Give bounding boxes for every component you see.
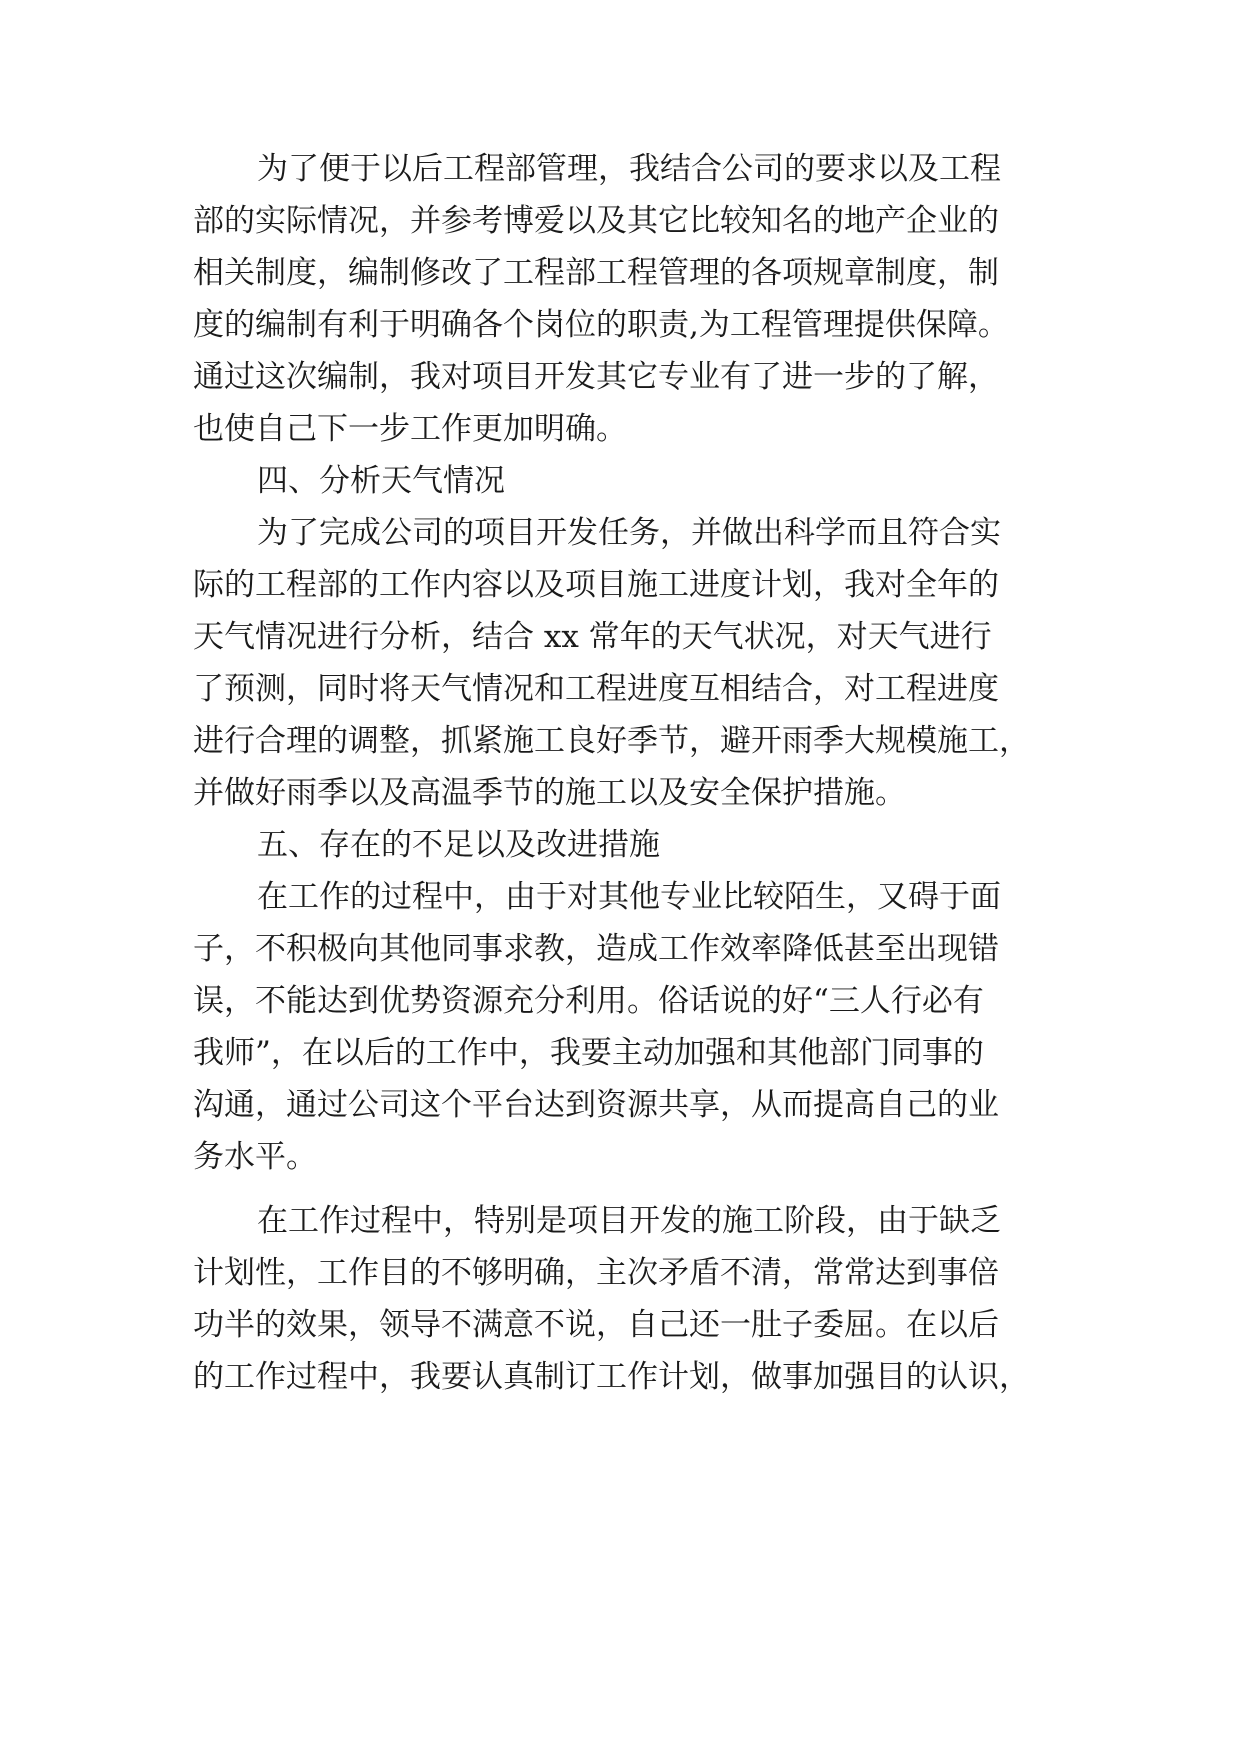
text-line: 度的编制有利于明确各个岗位的职责,为工程管理提供保障。 (193, 307, 1009, 343)
text-line: 我师”，在以后的工作中，我要主动加强和其他部门同事的 (193, 1035, 984, 1071)
text-line: 际的工程部的工作内容以及项目施工进度计划，我对全年的 (193, 567, 999, 603)
text-line: 了预测，同时将天气情况和工程进度互相结合，对工程进度 (193, 671, 999, 707)
section-heading: 四、分析天气情况 (257, 463, 505, 499)
text-line: 误，不能达到优势资源充分利用。俗话说的好“三人行必有 (193, 983, 984, 1019)
text-line: 在工作过程中，特别是项目开发的施工阶段，由于缺乏 (257, 1203, 1001, 1239)
text-line: 为了完成公司的项目开发任务，并做出科学而且符合实 (257, 515, 1001, 551)
text-line: 沟通，通过公司这个平台达到资源共享，从而提高自己的业 (193, 1087, 999, 1123)
text-line: 务水平。 (193, 1139, 317, 1175)
text-line: 相关制度，编制修改了工程部工程管理的各项规章制度，制 (193, 255, 999, 291)
text-line: 部的实际情况，并参考博爱以及其它比较知名的地产企业的 (193, 203, 999, 239)
text-line: 通过这次编制，我对项目开发其它专业有了进一步的了解， (193, 359, 999, 395)
text-line: 也使自己下一步工作更加明确。 (193, 411, 627, 447)
text-line: 天气情况进行分析，结合 xx 常年的天气状况，对天气进行 (193, 619, 992, 655)
text-line: 的工作过程中，我要认真制订工作计划，做事加强目的认识， (193, 1359, 1030, 1395)
text-line: 子，不积极向其他同事求教，造成工作效率降低甚至出现错 (193, 931, 999, 967)
text-line: 计划性，工作目的不够明确，主次矛盾不清，常常达到事倍 (193, 1255, 999, 1291)
text-line: 并做好雨季以及高温季节的施工以及安全保护措施。 (193, 775, 906, 811)
text-line: 在工作的过程中，由于对其他专业比较陌生，又碍于面 (257, 879, 1001, 915)
text-line: 功半的效果，领导不满意不说，自己还一肚子委屈。在以后 (193, 1307, 999, 1343)
section-heading: 五、存在的不足以及改进措施 (257, 827, 660, 863)
text-line: 进行合理的调整，抓紧施工良好季节，避开雨季大规模施工， (193, 723, 1030, 759)
text-line: 为了便于以后工程部管理，我结合公司的要求以及工程 (257, 151, 1001, 187)
